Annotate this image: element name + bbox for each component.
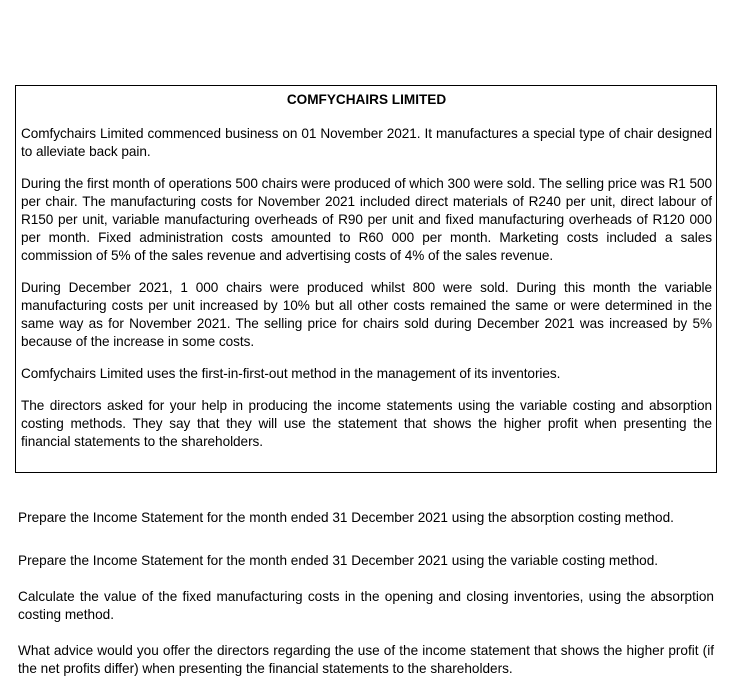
case-study-box [15, 85, 717, 473]
case-title: COMFYCHAIRS LIMITED [286, 92, 447, 107]
question-fixed-costs-inventory: Calculate the value of the fixed manufacturing costs in the opening and closing inventories, using the absorption costing method. [18, 589, 714, 622]
case-paragraph-directors: The directors asked for your help in producing the income statements using the variable costing and absorption costing methods. They say that they will use the statement that shows the higher profit when presenting the financial statements to the shareholders. [21, 398, 712, 449]
question-directors-advice: What advice would you offer the directors regarding the use of the income statement that shows the higher profit (if the net profits differ) when presenting the financial statements to the shareholders. [18, 643, 714, 676]
case-paragraph-december: During December 2021, 1 000 chairs were produced whilst 800 were sold. During this month the variable manufacturing costs per unit increased by 10% but all other costs remained the same or were determined in the same way as for November 2021. The selling price for chairs sold during December 2021 was increased by 5% because of the increase in some costs. [21, 280, 712, 349]
question-absorption-costing: Prepare the Income Statement for the month ended 31 December 2021 using the absorption costing method. [18, 510, 674, 525]
case-paragraph-intro: Comfychairs Limited commenced business on 01 November 2021. It manufactures a special type of chair designed to alleviate back pain. [21, 126, 712, 159]
case-paragraph-inventory-method: Comfychairs Limited uses the first-in-first-out method in the management of its inventories. [21, 366, 561, 381]
question-variable-costing: Prepare the Income Statement for the month ended 31 December 2021 using the variable costing method. [18, 553, 659, 568]
case-paragraph-november: During the first month of operations 500 chairs were produced of which 300 were sold. The selling price was R1 500 per chair. The manufacturing costs for November 2021 included direct materials of R240 per unit, direct labour of R150 per unit, variable manufacturing overheads of R90 per unit and fixed manufacturing overheads of R120 000 per month. Fixed administration costs amounted to R60 000 per month. Marketing costs included a sales commission of 5% of the sales revenue and advertising costs of 4% of the sales revenue. [21, 176, 712, 263]
